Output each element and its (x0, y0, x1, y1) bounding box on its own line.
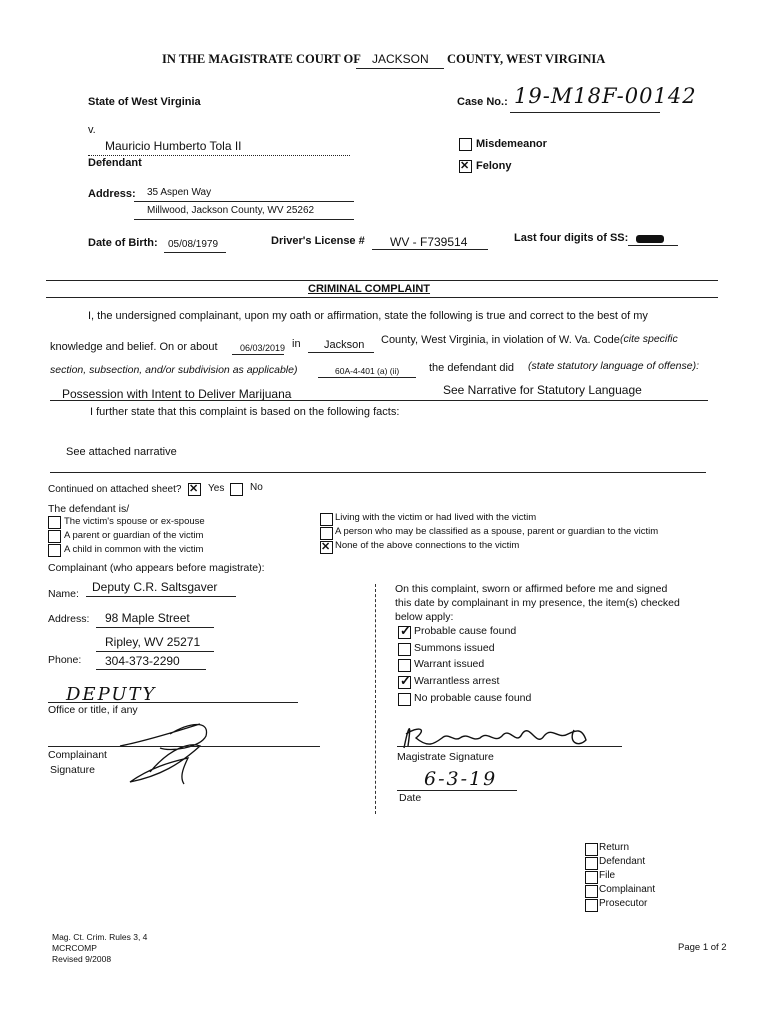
code-section: 60A-4-401 (a) (ii) (335, 366, 400, 376)
summons-label: Summons issued (414, 642, 495, 654)
rel-parent-label: A parent or guardian of the victim (64, 530, 204, 541)
complainant-address-label: Address: (48, 613, 90, 625)
dist-return-checkbox[interactable] (585, 843, 598, 856)
offense-underline (50, 400, 708, 401)
complainant-address2-underline (96, 651, 214, 652)
band-bottom-rule (46, 297, 718, 298)
continued-label: Continued on attached sheet? (48, 484, 182, 495)
state-label: State of West Virginia (88, 96, 201, 108)
rel-none-label: None of the above connections to the victim (335, 540, 520, 551)
versus-label: v. (88, 124, 96, 136)
complainant-address1: 98 Maple Street (105, 611, 190, 625)
complainant-sig-label-1: Complainant (48, 749, 107, 761)
drivers-license-label: Driver's License # (271, 235, 365, 247)
code-text: County, West Virginia, in violation of W. Va. Code (381, 334, 620, 346)
misdemeanor-checkbox[interactable] (459, 138, 472, 151)
ssn-label: Last four digits of SS: (514, 232, 629, 244)
date-label: Date (399, 792, 422, 804)
probable-cause-label: Probable cause found (414, 625, 517, 637)
warrant-checkbox[interactable] (398, 659, 411, 672)
column-divider (375, 584, 376, 814)
complainant-phone-underline (96, 669, 206, 670)
court-header-suffix: COUNTY, WEST VIRGINIA (447, 52, 606, 66)
facts-intro: I further state that this complaint is based on the following facts: (90, 406, 400, 418)
knowledge-text: knowledge and belief. On or about (50, 341, 218, 353)
magistrate-date-handwritten: 6-3-19 (424, 768, 498, 790)
warrant-label: Warrant issued (414, 658, 485, 670)
rel-child-checkbox[interactable] (48, 544, 61, 557)
summons-checkbox[interactable] (398, 643, 411, 656)
magistrate-intro-3: below apply: (395, 611, 454, 623)
statutory-instruction: (state statutory language of offense): (528, 360, 700, 372)
relationship-intro: The defendant is/ (48, 503, 130, 515)
dl-underline (372, 249, 488, 250)
continued-no-checkbox[interactable] (230, 483, 243, 496)
drivers-license-value: WV - F739514 (390, 235, 468, 249)
in-text: in (292, 338, 301, 350)
defendant-address-line2: Millwood, Jackson County, WV 25262 (147, 205, 315, 216)
rel-living-label: Living with the victim or had lived with the victim (335, 512, 537, 523)
complaint-title: CRIMINAL COMPLAINT (308, 283, 431, 295)
court-county: JACKSON (372, 52, 429, 66)
dist-return-label: Return (599, 842, 630, 853)
rel-none-checkbox[interactable] (320, 541, 333, 554)
complainant-signature (110, 718, 220, 788)
page-number: Page 1 of 2 (678, 942, 727, 953)
address-line2-underline (134, 219, 354, 220)
case-no-label: Case No.: (457, 96, 508, 108)
ssn-underline (628, 245, 678, 246)
complainant-address2: Ripley, WV 25271 (105, 635, 201, 649)
dob-underline (164, 252, 226, 253)
complainant-sig-label-2: Signature (50, 764, 95, 776)
felony-checkbox[interactable] (459, 160, 472, 173)
rel-parent-checkbox[interactable] (48, 530, 61, 543)
dist-prosecutor-checkbox[interactable] (585, 899, 598, 912)
ssn-redaction (636, 235, 664, 243)
footer-rules: Mag. Ct. Crim. Rules 3, 4 (52, 932, 148, 942)
warrantless-arrest-label: Warrantless arrest (414, 675, 500, 687)
facts-underline (50, 472, 706, 473)
felony-label: Felony (476, 160, 512, 172)
magistrate-sig-label: Magistrate Signature (397, 751, 494, 763)
probable-cause-checkbox[interactable] (398, 626, 411, 639)
complainant-heading: Complainant (who appears before magistrate): (48, 562, 265, 574)
defendant-did-text: the defendant did (429, 362, 515, 374)
rel-child-label: A child in common with the victim (64, 544, 204, 555)
dob-value: 05/08/1979 (168, 239, 219, 250)
complainant-title-handwritten: DEPUTY (66, 684, 157, 705)
warrantless-arrest-checkbox[interactable] (398, 676, 411, 689)
dist-prosecutor-label: Prosecutor (599, 898, 648, 909)
address-line1-underline (134, 201, 354, 202)
narrative-reference: See Narrative for Statutory Language (443, 383, 642, 397)
complainant-address1-underline (96, 627, 214, 628)
defendant-underline (88, 155, 350, 156)
court-header-prefix: IN THE MAGISTRATE COURT OF (162, 52, 361, 66)
complainant-phone-label: Phone: (48, 654, 82, 666)
rel-classified-label: A person who may be classified as a spouse, parent or guardian to the victim (335, 526, 659, 537)
offense-county-underline (308, 352, 374, 353)
continued-no-label: No (250, 482, 263, 493)
complainant-signature-line (48, 746, 320, 747)
continued-yes-checkbox[interactable] (188, 483, 201, 496)
dist-defendant-checkbox[interactable] (585, 857, 598, 870)
magistrate-intro-1: On this complaint, sworn or affirmed before me and signed (395, 583, 668, 595)
band-top-rule (46, 280, 718, 281)
rel-living-checkbox[interactable] (320, 513, 333, 526)
defendant-label: Defendant (88, 157, 142, 169)
code-section-underline (318, 377, 416, 378)
rel-classified-checkbox[interactable] (320, 527, 333, 540)
complainant-name: Deputy C.R. Saltsgaver (92, 580, 218, 594)
footer-revised: Revised 9/2008 (52, 954, 112, 964)
case-number: 19-M18F-00142 (514, 84, 697, 108)
complainant-phone: 304-373-2290 (105, 654, 180, 668)
section-instruction: section, subsection, and/or subdivision as applicable) (50, 364, 298, 376)
office-underline (48, 702, 298, 703)
complainant-name-label: Name: (48, 588, 79, 600)
office-label: Office or title, if any (48, 704, 138, 716)
dist-complainant-checkbox[interactable] (585, 885, 598, 898)
cite-specific-text: (cite specific (620, 333, 678, 345)
magistrate-signature-line (397, 746, 622, 747)
county-underline (356, 68, 444, 69)
defendant-address-line1: 35 Aspen Way (147, 187, 212, 198)
dob-label: Date of Birth: (88, 237, 158, 249)
footer-form-code: MCRCOMP (52, 943, 97, 953)
no-probable-cause-checkbox[interactable] (398, 693, 411, 706)
rel-spouse-label: The victim's spouse or ex-spouse (64, 516, 205, 527)
no-probable-cause-label: No probable cause found (414, 692, 532, 704)
offense-description: Possession with Intent to Deliver Marijuana (62, 387, 292, 401)
offense-county: Jackson (324, 339, 365, 351)
complainant-name-underline (86, 596, 236, 597)
dist-file-checkbox[interactable] (585, 871, 598, 884)
date-line (397, 790, 517, 791)
continued-yes-label: Yes (208, 483, 225, 494)
offense-date: 06/03/2019 (240, 343, 286, 353)
dist-defendant-label: Defendant (599, 856, 646, 867)
misdemeanor-label: Misdemeanor (476, 138, 547, 150)
magistrate-intro-2: this date by complainant in my presence, the item(s) checked (395, 597, 680, 609)
defendant-name: Mauricio Humberto Tola II (105, 139, 242, 153)
oath-statement: I, the undersigned complainant, upon my oath or affirmation, state the following is true and correct to the best of my (88, 310, 648, 322)
dist-file-label: File (599, 870, 616, 881)
dist-complainant-label: Complainant (599, 884, 656, 895)
case-no-underline (510, 112, 660, 113)
address-label: Address: (88, 188, 136, 200)
facts-text: See attached narrative (66, 446, 177, 458)
offense-date-underline (232, 354, 284, 355)
rel-spouse-checkbox[interactable] (48, 516, 61, 529)
